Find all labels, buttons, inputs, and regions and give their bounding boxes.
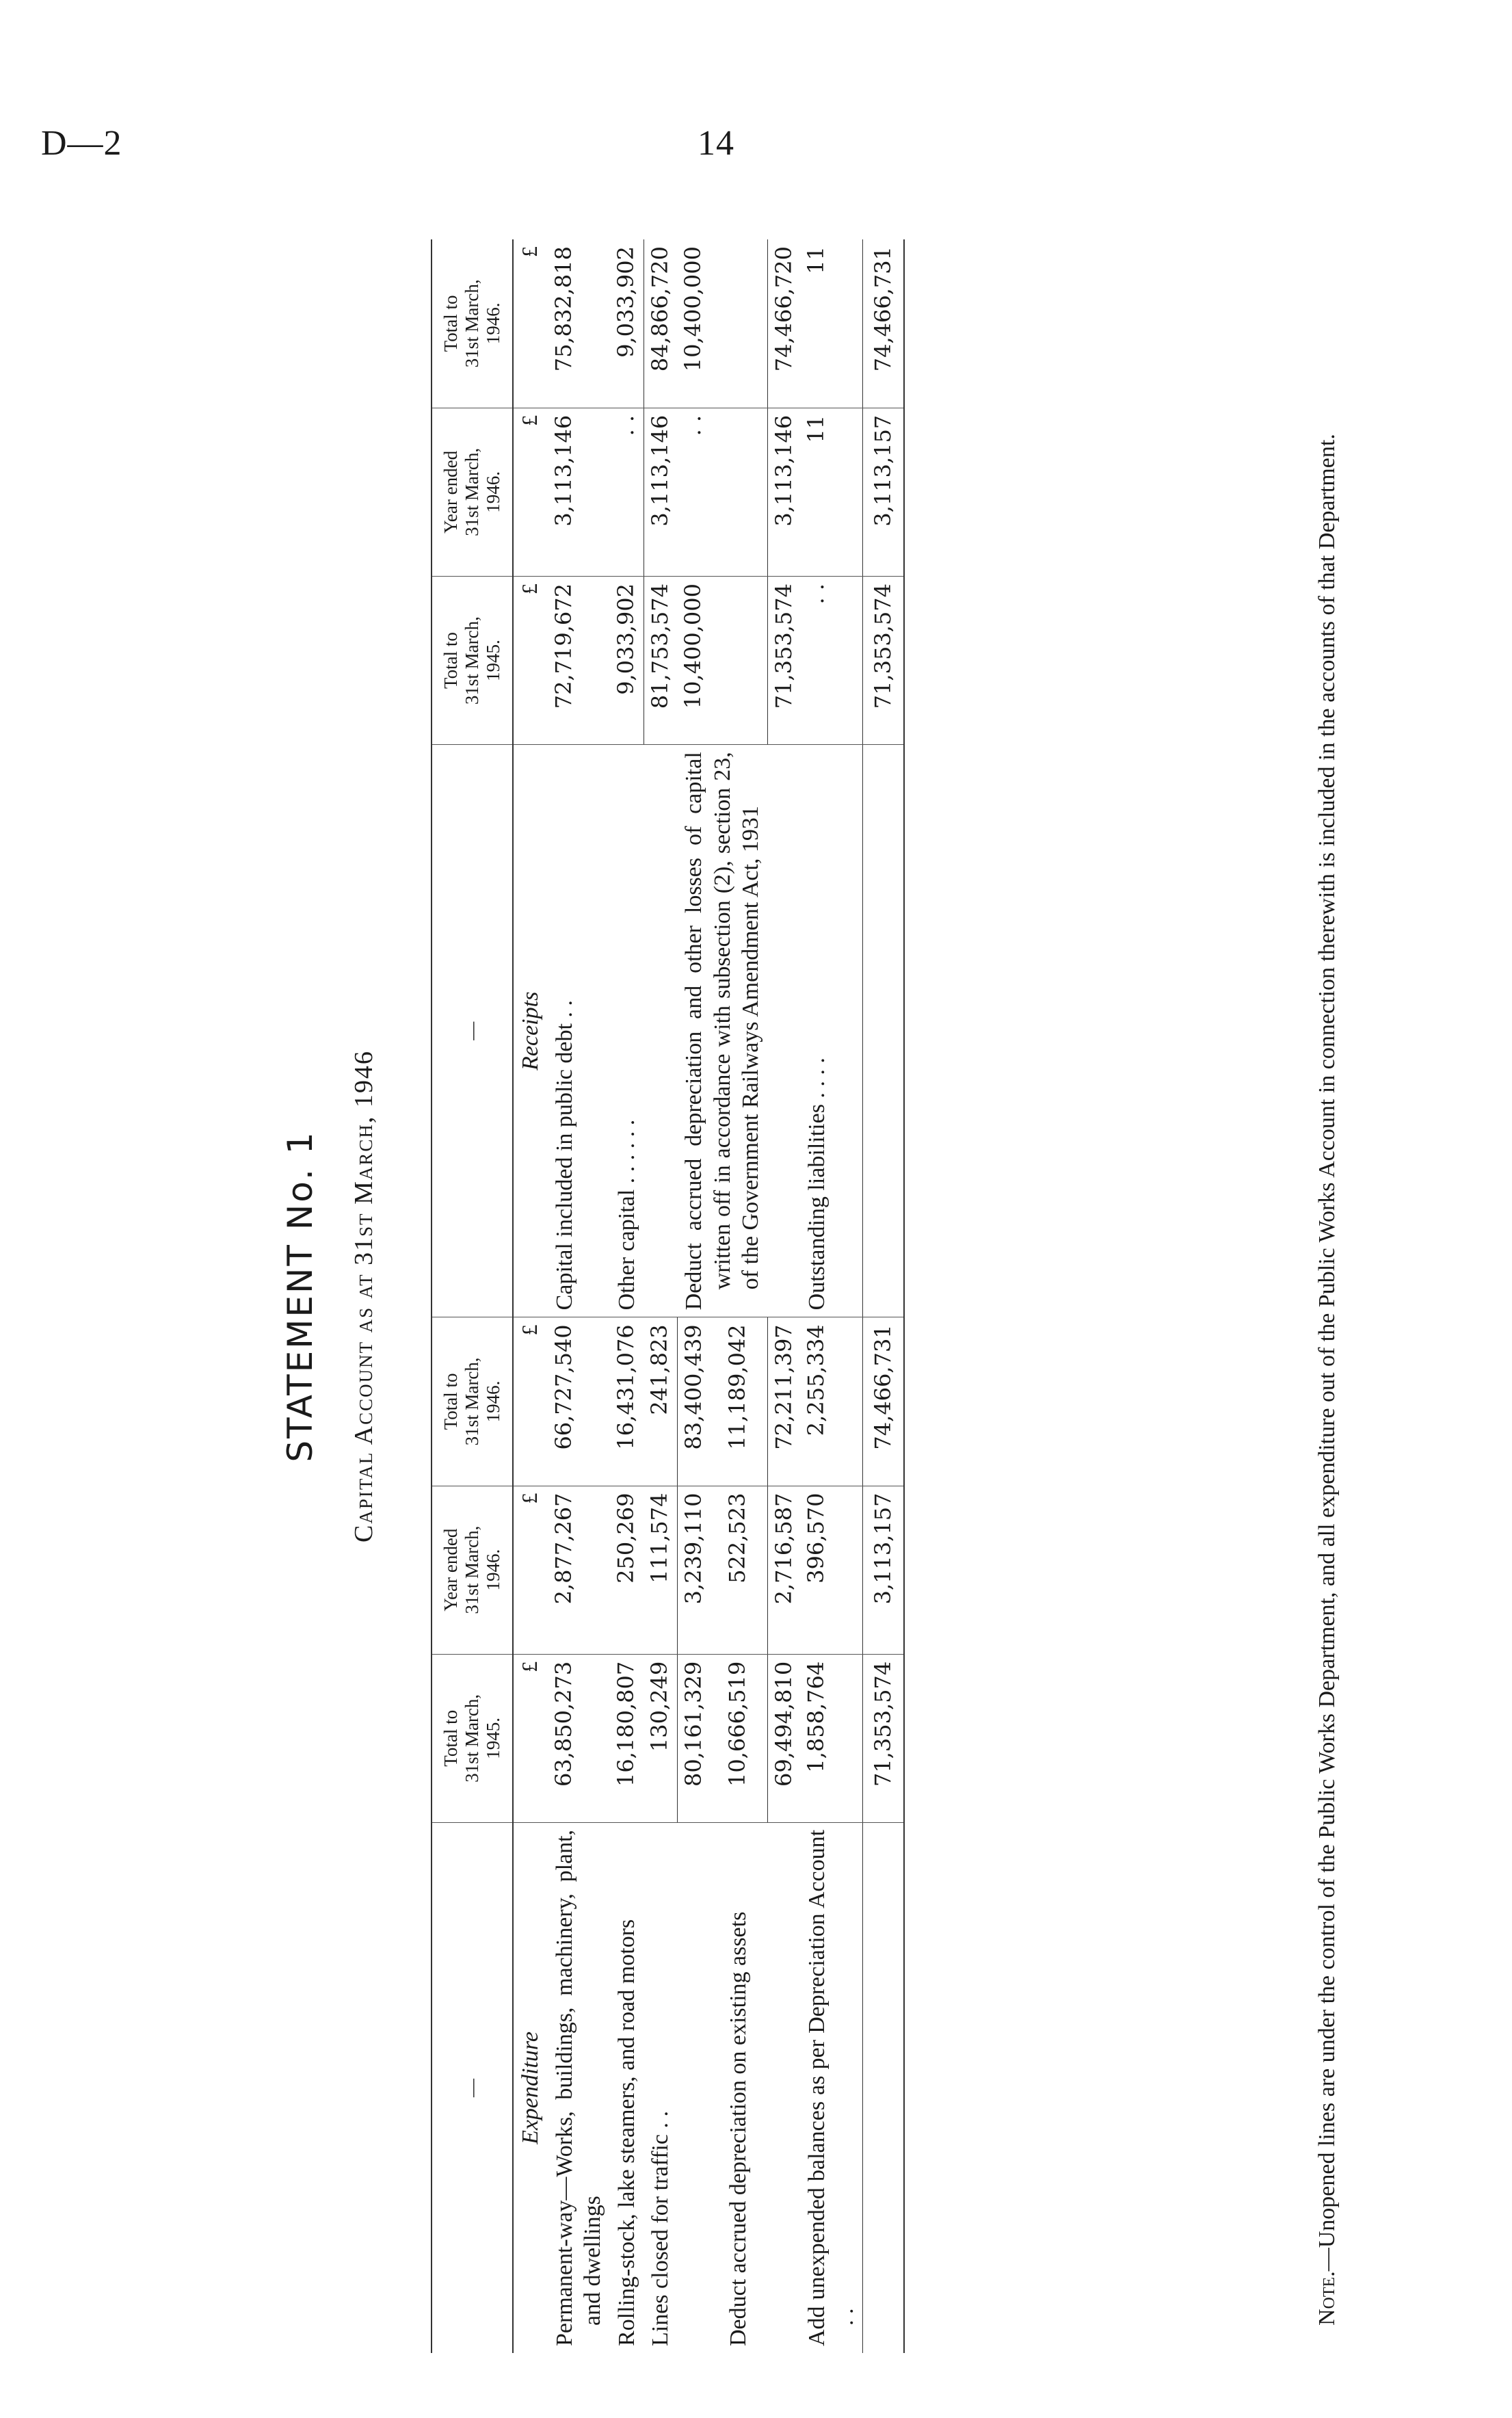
table-cell: 3,239,110 (677, 1486, 721, 1654)
capital-account-table (431, 239, 905, 2353)
table-cell: 10,666,519 (721, 1654, 768, 1822)
table-cell: 241,823 (644, 1317, 677, 1486)
total-row (863, 239, 905, 2353)
pound-sign: £ (513, 577, 547, 745)
table-cell: 71,353,574 (768, 577, 801, 745)
table-cell: 71,353,574 (863, 1654, 905, 1822)
table-cell: 72,211,397 (768, 1317, 801, 1486)
table-cell: . . (677, 408, 721, 576)
table-cell: 75,832,818 (550, 246, 576, 372)
header-exp-year-1946: Year ended 31st March, 1946. (432, 1486, 513, 1654)
exp-label-permanent-way: Permanent-way—Works, buildings, machinery, plant, and dwellings (551, 1829, 606, 2346)
table-header-row (432, 239, 513, 2353)
header-left: D—2 (41, 124, 122, 163)
table-row (768, 239, 801, 2353)
page-number: 14 (698, 124, 734, 163)
header-rec-total-1946: Total to 31st March, 1946. (432, 239, 513, 408)
table-cell: 11 (803, 246, 830, 274)
table-cell: 2,255,334 (800, 1317, 862, 1486)
table-cell: 1,858,764 (800, 1654, 862, 1822)
table-cell: 74,466,731 (863, 1317, 905, 1486)
rotated-statement (274, 239, 1436, 2353)
pound-sign: £ (513, 1317, 547, 1486)
table-cell: 74,466,720 (768, 239, 801, 408)
table-cell: 9,033,902 (610, 577, 644, 745)
header-dash-right: — (432, 745, 513, 1317)
table-cell: 10,400,000 (677, 577, 721, 745)
header-exp-total-1946: Total to 31st March, 1946. (432, 1317, 513, 1486)
table-cell: 80,161,329 (677, 1654, 721, 1822)
pound-sign: £ (517, 246, 542, 257)
table-row (610, 239, 644, 2353)
table-cell: 3,113,146 (768, 408, 801, 576)
table-cell: 522,523 (721, 1486, 768, 1654)
table-cell: 130,249 (644, 1654, 677, 1822)
exp-label-deduct-depreciation: Deduct accrued depreciation on existing assets (726, 1911, 752, 2346)
table-cell: 72,719,672 (548, 577, 610, 745)
table-cell: 71,353,574 (863, 577, 905, 745)
statement-title: STATEMENT No. 1 (280, 1130, 320, 1462)
header-dash-left: — (432, 1822, 513, 2353)
exp-label-rolling-stock: Rolling-stock, lake steamers, and road motors (613, 1919, 639, 2346)
table-cell: 3,113,157 (863, 408, 905, 576)
table-cell: 63,850,273 (548, 1654, 610, 1822)
table-cell: 9,033,902 (612, 246, 639, 358)
table-cell: 83,400,439 (677, 1317, 721, 1486)
rec-label-outstanding: Outstanding liabilities . . . . (804, 1057, 830, 1311)
header-exp-total-1945: Total to 31st March, 1945. (432, 1654, 513, 1822)
pound-sign: £ (513, 1654, 547, 1822)
exp-label-lines-closed: Lines closed for traffic . . (648, 2111, 674, 2346)
header-rec-year-1946: Year ended 31st March, 1946. (432, 408, 513, 576)
table-cell: 250,269 (610, 1486, 644, 1654)
pound-sign: £ (513, 408, 547, 576)
statement-subtitle: Capital Account as at 31st March, 1946 (349, 1050, 378, 1542)
table-cell: 3,113,157 (863, 1486, 905, 1654)
table-cell: 81,753,574 (644, 577, 677, 745)
header-rec-total-1945: Total to 31st March, 1945. (432, 577, 513, 745)
rec-label-deduct-depreciation: Deduct accrued depreciation and other losses of capital written off in accordance with subsection (2), section 23, of the Government Railways Amendment Act, 1931 (681, 752, 764, 1311)
rec-label-other-capital: Other capital . . . . . . (613, 1119, 639, 1311)
table-cell: 2,877,267 (548, 1486, 610, 1654)
exp-label-add-unexpended: Add unexpended balances as per Depreciation Account . . (804, 1829, 858, 2346)
table-cell: 10,400,000 (680, 246, 706, 372)
table-cell: 16,180,807 (610, 1654, 644, 1822)
table-cell: 111,574 (644, 1486, 677, 1654)
table-cell: 3,113,146 (644, 408, 677, 576)
table-cell: . . (610, 408, 644, 576)
table-row (644, 239, 677, 2353)
table-cell: 84,866,720 (644, 239, 677, 408)
footnote (1313, 239, 1342, 2353)
table-cell: 2,716,587 (768, 1486, 801, 1654)
note-text: —Unopened lines are under the control of the Public Works Department, and all expenditure out of the Public Works Account in connection therewith is included in the accounts of that Department. (1314, 434, 1340, 2272)
table-cell: 69,494,810 (768, 1654, 801, 1822)
section-heading-row (513, 239, 547, 2353)
table-row (677, 239, 721, 2353)
table-cell: 11 (800, 408, 862, 576)
table-cell: 396,570 (800, 1486, 862, 1654)
table-cell: 11,189,042 (721, 1317, 768, 1486)
rec-label-public-debt: Capital included in public debt . . (551, 1000, 577, 1311)
table-row (800, 239, 862, 2353)
table-row (548, 239, 610, 2353)
table-cell: 3,113,146 (548, 408, 610, 576)
note-label: Note. (1314, 2271, 1340, 2326)
table-cell: . . (800, 577, 862, 745)
receipts-heading: Receipts (513, 745, 547, 1317)
pound-sign: £ (513, 1486, 547, 1654)
table-cell: 66,727,540 (548, 1317, 610, 1486)
expenditure-heading: Expenditure (513, 1822, 547, 2353)
table-cell: 74,466,731 (863, 239, 905, 408)
table-cell: 16,431,076 (610, 1317, 644, 1486)
